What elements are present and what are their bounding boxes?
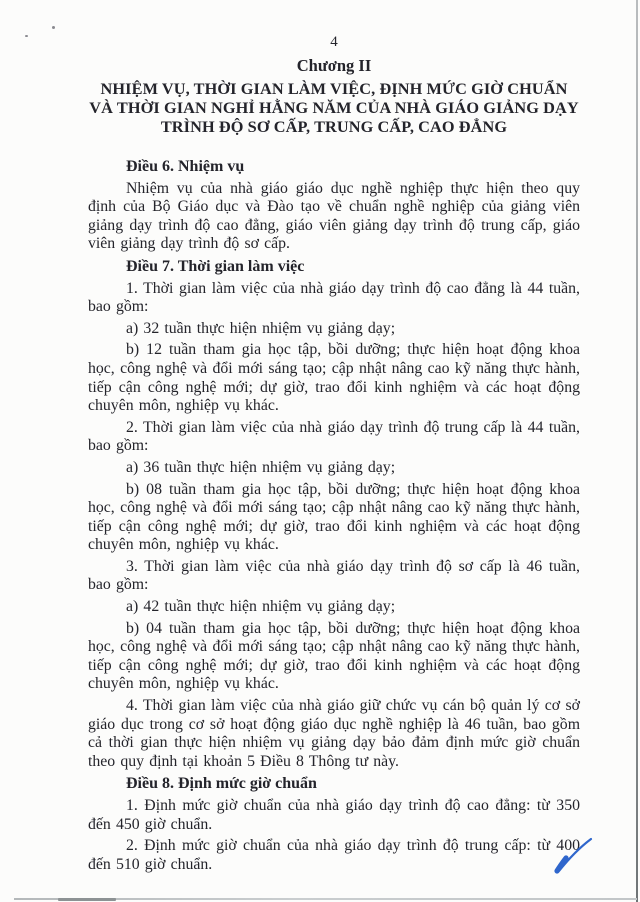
article-8-clause-1: 1. Định mức giờ chuẩn của nhà giáo dạy trình độ cao đẳng: từ 350 đến 450 giờ chuẩn.	[88, 797, 580, 833]
article-7-clause-1: 1. Thời gian làm việc của nhà giáo dạy trình độ cao đẳng là 44 tuần, bao gồm:	[88, 279, 580, 316]
chapter-title-line: TRÌNH ĐỘ SƠ CẤP, TRUNG CẤP, CAO ĐẲNG	[160, 117, 508, 136]
article-7-clause-2a: a) 36 tuần thực hiện nhiệm vụ giảng dạy;	[126, 458, 396, 476]
article-7-clause-3: 3. Thời gian làm việc của nhà giáo dạy trình độ sơ cấp là 46 tuần, bao gồm:	[88, 557, 580, 594]
article-7-clause-1b: b) 12 tuần tham gia học tập, bồi dưỡng; thực hiện hoạt động khoa học, công nghệ và đổi mới sáng tạo; cập nhật nâng cao kỹ năng thực hành, tiếp cận công nghệ mới; dự giờ, trao đổi kinh nghiệm và các hoạt động chuyên môn, nghiệp vụ khác.	[88, 341, 580, 415]
article-7-clause-2: 2. Thời gian làm việc của nhà giáo dạy trình độ trung cấp là 44 tuần, bao gồm:	[88, 418, 580, 455]
article-6-heading: Điều 6. Nhiệm vụ	[126, 158, 245, 175]
chapter-title-line: VÀ THỜI GIAN NGHỈ HẰNG NĂM CỦA NHÀ GIÁO GIẢNG DẠY	[89, 98, 579, 117]
article-8-clause-2: 2. Định mức giờ chuẩn của nhà giáo dạy trình độ trung cấp: từ 400 đến 510 giờ chuẩn.	[88, 837, 580, 873]
scan-edge-bottom-dark-segment	[58, 898, 116, 901]
article-7-clause-3b: b) 04 tuần tham gia học tập, bồi dưỡng; thực hiện hoạt động khoa học, công nghệ và đổi mới sáng tạo; cập nhật nâng cao kỹ năng thực hành, tiếp cận công nghệ mới; dự giờ, trao đổi kinh nghiệm và các hoạt động chuyên môn, nghiệp vụ khác.	[88, 619, 580, 693]
pen-checkmark-tail	[559, 839, 591, 871]
scan-speck	[25, 35, 28, 37]
article-7-heading: Điều 7. Thời gian làm việc	[126, 257, 305, 275]
article-7-clause-2b: b) 08 tuần tham gia học tập, bồi dưỡng; thực hiện hoạt động khoa học, công nghệ và đổi mới sáng tạo; cập nhật nâng cao kỹ năng thực hành, tiếp cận công nghệ mới; dự giờ, trao đổi kinh nghiệm và các hoạt động chuyên môn, nghiệp vụ khác.	[88, 480, 580, 554]
chapter-label: Chương II	[296, 56, 372, 75]
article-7-clause-1a: a) 32 tuần thực hiện nhiệm vụ giảng dạy;	[126, 319, 396, 337]
page-number: 4	[330, 34, 338, 50]
article-7-clause-3a: a) 42 tuần thực hiện nhiệm vụ giảng dạy;	[126, 598, 396, 616]
pen-checkmark-icon	[545, 836, 593, 878]
scan-speck	[52, 26, 55, 29]
article-6-paragraph-1: Nhiệm vụ của nhà giáo giáo dục nghề nghiệp thực hiện theo quy định của Bộ Giáo dục và Đào tạo về chuẩn nghề nghiệp của giảng viên giảng dạy trình độ cao đẳng, giáo viên giảng dạy trình độ trung cấp, giáo viên giảng dạy trình độ sơ cấp.	[88, 179, 580, 253]
scan-edge-right	[636, 0, 638, 902]
article-7-clause-4: 4. Thời gian làm việc của nhà giáo giữ chức vụ cán bộ quản lý cơ sở giáo dục trong cơ sở hoạt động giáo dục nghề nghiệp là 46 tuần, bao gồm cả thời gian thực hiện nhiệm vụ giảng dạy bảo đảm định mức giờ chuẩn theo quy định tại khoản 5 Điều 8 Thông tư này.	[88, 697, 580, 770]
chapter-title-line: NHIỆM VỤ, THỜI GIAN LÀM VIỆC, ĐỊNH MỨC GIỜ CHUẨN	[100, 79, 568, 98]
chapter-title	[88, 79, 580, 136]
document-content	[88, 33, 580, 874]
article-8-heading: Điều 8. Định mức giờ chuẩn	[126, 775, 317, 793]
